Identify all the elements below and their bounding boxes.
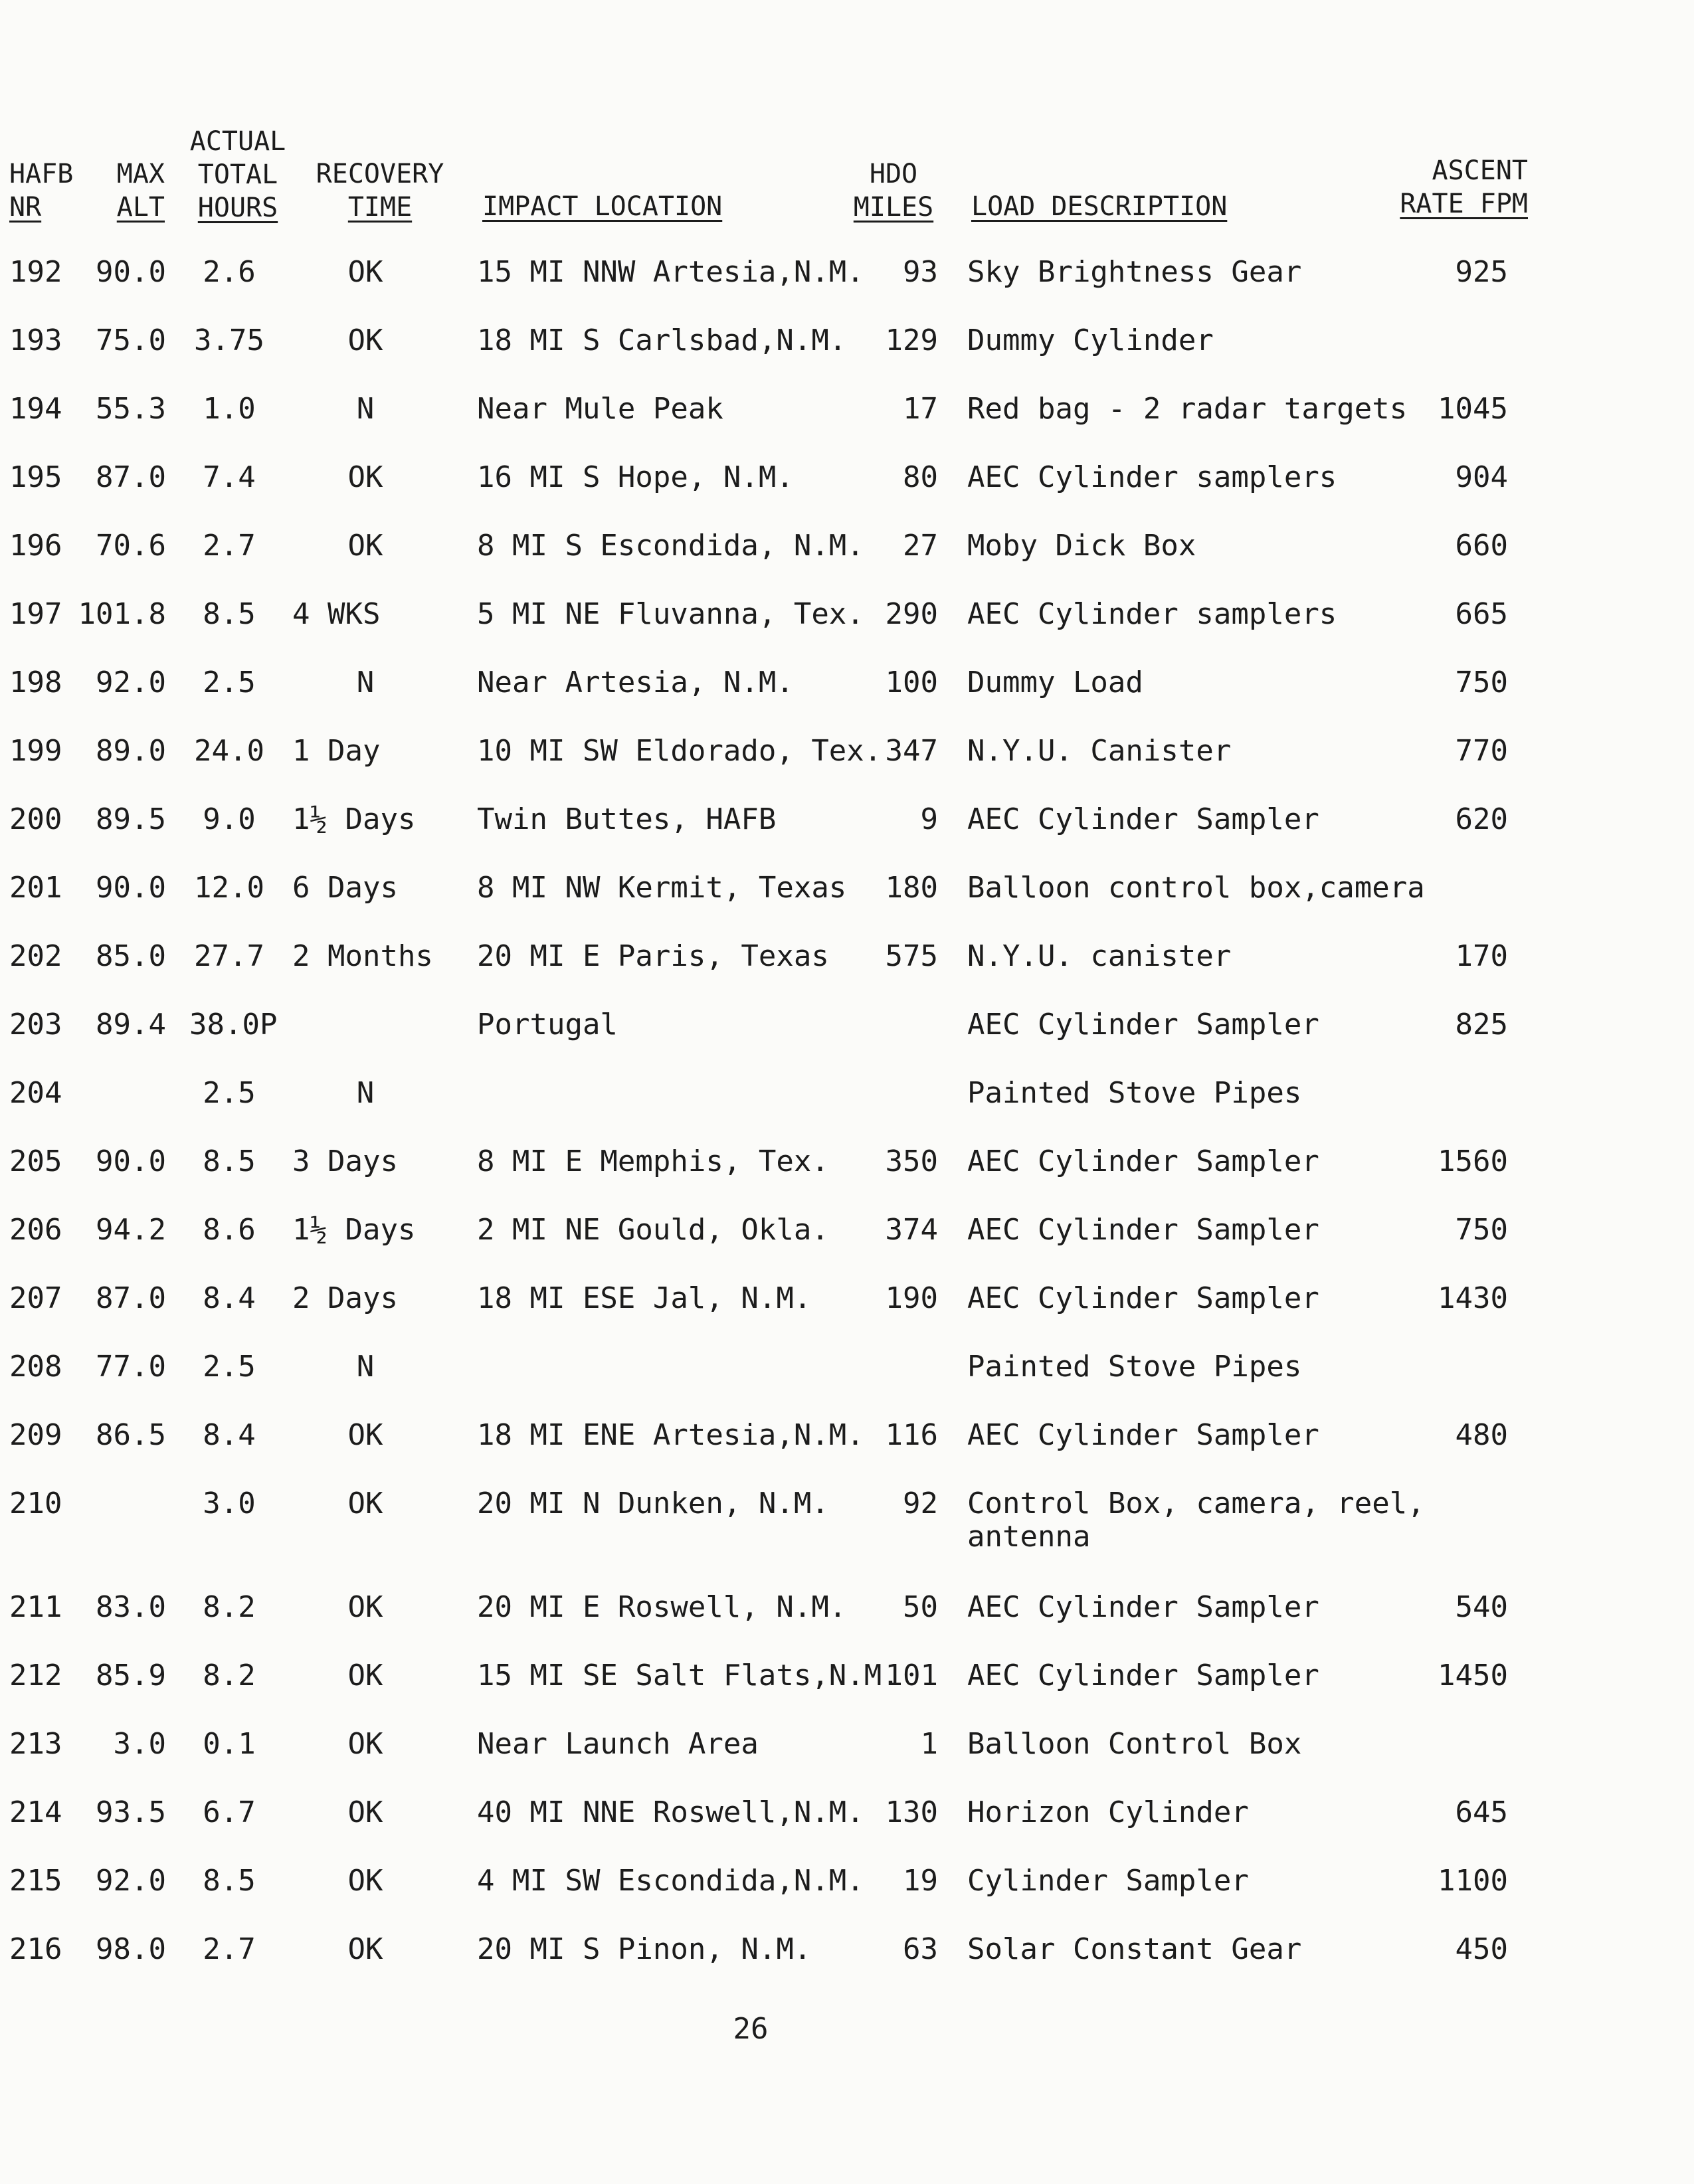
- miles-cell: 9: [920, 802, 938, 836]
- recovery-cell: 6 Days: [292, 871, 398, 905]
- header-max-alt: MAX ALT: [116, 159, 165, 223]
- location-cell: Twin Buttes, HAFB: [477, 802, 777, 836]
- recovery-cell: 3 Days: [292, 1144, 398, 1178]
- nr-cell: 205: [9, 1144, 62, 1178]
- rate-cell: 1430: [1438, 1281, 1508, 1315]
- rate-cell: 750: [1455, 1213, 1508, 1247]
- recovery-cell: OK: [347, 460, 383, 494]
- nr-cell: 211: [9, 1590, 62, 1624]
- load-cell: Solar Constant Gear: [967, 1932, 1302, 1966]
- rate-cell: 660: [1455, 529, 1508, 563]
- load-cell: AEC Cylinder Sampler: [967, 1281, 1319, 1315]
- alt-cell: 90.0: [96, 255, 166, 289]
- nr-cell: 199: [9, 734, 62, 768]
- hours-cell: 1.0: [203, 392, 256, 426]
- table-row: [0, 940, 1694, 1006]
- load-cell: Cylinder Sampler: [967, 1864, 1249, 1898]
- hours-cell: 38.0P: [189, 1008, 278, 1042]
- nr-cell: 209: [9, 1418, 62, 1452]
- alt-cell: 83.0: [96, 1590, 166, 1624]
- hours-cell: 2.5: [203, 1076, 256, 1110]
- load-cell: Control Box, camera, reel, antenna: [967, 1487, 1425, 1554]
- miles-cell: 19: [903, 1864, 938, 1898]
- nr-cell: 213: [9, 1727, 62, 1761]
- load-cell: Sky Brightness Gear: [967, 255, 1302, 289]
- hours-cell: 8.2: [203, 1659, 256, 1692]
- miles-cell: 350: [885, 1144, 938, 1178]
- hours-cell: 27.7: [194, 939, 264, 973]
- miles-cell: 180: [885, 871, 938, 905]
- rate-cell: 1450: [1438, 1659, 1508, 1692]
- rate-cell: 904: [1455, 460, 1508, 494]
- nr-cell: 202: [9, 939, 62, 973]
- location-cell: 18 MI ESE Jal, N.M.: [477, 1281, 812, 1315]
- rate-cell: 1045: [1438, 392, 1508, 426]
- hours-cell: 8.5: [203, 1864, 256, 1898]
- table-row: [0, 1419, 1694, 1485]
- recovery-cell: OK: [347, 1864, 383, 1898]
- rate-cell: 480: [1455, 1418, 1508, 1452]
- rate-cell: 620: [1455, 802, 1508, 836]
- miles-cell: 1: [920, 1727, 938, 1761]
- location-cell: Portugal: [477, 1008, 618, 1042]
- rate-cell: 665: [1455, 597, 1508, 631]
- table-row: [0, 393, 1694, 459]
- alt-cell: 70.6: [96, 529, 166, 563]
- load-cell: Painted Stove Pipes: [967, 1350, 1302, 1384]
- nr-cell: 193: [9, 323, 62, 357]
- location-cell: 10 MI SW Eldorado, Tex.: [477, 734, 882, 768]
- nr-cell: 204: [9, 1076, 62, 1110]
- recovery-cell: N: [356, 1076, 375, 1110]
- load-cell: AEC Cylinder samplers: [967, 460, 1337, 494]
- recovery-cell: OK: [347, 255, 383, 289]
- table-row: [0, 1591, 1694, 1657]
- load-cell: Dummy Load: [967, 666, 1143, 699]
- rate-cell: 450: [1455, 1932, 1508, 1966]
- alt-cell: 77.0: [96, 1350, 166, 1384]
- nr-cell: 212: [9, 1659, 62, 1692]
- miles-cell: 17: [903, 392, 938, 426]
- nr-cell: 195: [9, 460, 62, 494]
- table-row: [0, 1865, 1694, 1931]
- load-cell: AEC Cylinder samplers: [967, 597, 1337, 631]
- table-row: [0, 803, 1694, 869]
- table-row: [0, 666, 1694, 733]
- nr-cell: 216: [9, 1932, 62, 1966]
- rate-cell: 170: [1455, 939, 1508, 973]
- nr-cell: 215: [9, 1864, 62, 1898]
- recovery-cell: 1½ Days: [292, 1213, 416, 1247]
- alt-cell: 85.9: [96, 1659, 166, 1692]
- alt-cell: 101.8: [78, 597, 166, 631]
- table-row: [0, 1796, 1694, 1863]
- nr-cell: 207: [9, 1281, 62, 1315]
- rate-cell: 1560: [1438, 1144, 1508, 1178]
- recovery-cell: 1 Day: [292, 734, 381, 768]
- load-cell: Painted Stove Pipes: [967, 1076, 1302, 1110]
- miles-cell: 93: [903, 255, 938, 289]
- nr-cell: 203: [9, 1008, 62, 1042]
- miles-cell: 190: [885, 1281, 938, 1315]
- load-cell: Dummy Cylinder: [967, 323, 1214, 357]
- nr-cell: 192: [9, 255, 62, 289]
- location-cell: 8 MI S Escondida, N.M.: [477, 529, 864, 563]
- location-cell: Near Launch Area: [477, 1727, 759, 1761]
- table-row: [0, 1145, 1694, 1212]
- location-cell: 15 MI SE Salt Flats,N.M.: [477, 1659, 899, 1692]
- alt-cell: 90.0: [96, 871, 166, 905]
- load-cell: AEC Cylinder Sampler: [967, 1418, 1319, 1452]
- miles-cell: 575: [885, 939, 938, 973]
- recovery-cell: 1½ Days: [292, 802, 416, 836]
- hours-cell: 8.5: [203, 597, 256, 631]
- hours-cell: 8.2: [203, 1590, 256, 1624]
- rate-cell: 750: [1455, 666, 1508, 699]
- rate-cell: 540: [1455, 1590, 1508, 1624]
- recovery-cell: N: [356, 1350, 375, 1384]
- load-cell: AEC Cylinder Sampler: [967, 1659, 1319, 1692]
- location-cell: 18 MI ENE Artesia,N.M.: [477, 1418, 864, 1452]
- location-cell: 20 MI E Paris, Texas: [477, 939, 829, 973]
- table-row: [0, 461, 1694, 527]
- location-cell: 8 MI E Memphis, Tex.: [477, 1144, 829, 1178]
- location-cell: 20 MI N Dunken, N.M.: [477, 1487, 829, 1520]
- table-row: [0, 1077, 1694, 1143]
- location-cell: 5 MI NE Fluvanna, Tex.: [477, 597, 864, 631]
- header-impact-location: IMPACT LOCATION: [482, 191, 723, 222]
- hours-cell: 7.4: [203, 460, 256, 494]
- recovery-cell: OK: [347, 1590, 383, 1624]
- hours-cell: 2.6: [203, 255, 256, 289]
- table-row: [0, 1214, 1694, 1280]
- miles-cell: 101: [885, 1659, 938, 1692]
- hours-cell: 3.0: [203, 1487, 256, 1520]
- location-cell: 15 MI NNW Artesia,N.M.: [477, 255, 864, 289]
- alt-cell: 89.0: [96, 734, 166, 768]
- hours-cell: 12.0: [194, 871, 264, 905]
- location-cell: 8 MI NW Kermit, Texas: [477, 871, 847, 905]
- miles-cell: 130: [885, 1795, 938, 1829]
- hours-cell: 6.7: [203, 1795, 256, 1829]
- miles-cell: 374: [885, 1213, 938, 1247]
- load-cell: AEC Cylinder Sampler: [967, 1144, 1319, 1178]
- miles-cell: 63: [903, 1932, 938, 1966]
- hours-cell: 8.4: [203, 1418, 256, 1452]
- table-row: [0, 735, 1694, 801]
- hours-cell: 0.1: [203, 1727, 256, 1761]
- nr-cell: 210: [9, 1487, 62, 1520]
- load-cell: N.Y.U. canister: [967, 939, 1232, 973]
- load-cell: Balloon control box,camera: [967, 871, 1425, 905]
- table-row: [0, 1350, 1694, 1417]
- table-row: [0, 1487, 1694, 1554]
- load-cell: Balloon Control Box: [967, 1727, 1302, 1761]
- header-load-description: LOAD DESCRIPTION: [971, 191, 1228, 222]
- nr-cell: 196: [9, 529, 62, 563]
- miles-cell: 100: [885, 666, 938, 699]
- miles-cell: 27: [903, 529, 938, 563]
- recovery-cell: N: [356, 392, 375, 426]
- rate-cell: 770: [1455, 734, 1508, 768]
- miles-cell: 290: [885, 597, 938, 631]
- table-row: [0, 871, 1694, 938]
- nr-cell: 201: [9, 871, 62, 905]
- alt-cell: 89.4: [96, 1008, 166, 1042]
- header-hdo-miles: HDO MILES: [853, 159, 934, 223]
- table-row: [0, 598, 1694, 664]
- recovery-cell: OK: [347, 1418, 383, 1452]
- table-row: [0, 1659, 1694, 1726]
- alt-cell: 3.0: [113, 1727, 166, 1761]
- alt-cell: 93.5: [96, 1795, 166, 1829]
- miles-cell: 129: [885, 323, 938, 357]
- load-cell: AEC Cylinder Sampler: [967, 802, 1319, 836]
- rate-cell: 1100: [1438, 1864, 1508, 1898]
- alt-cell: 55.3: [96, 392, 166, 426]
- alt-cell: 89.5: [96, 802, 166, 836]
- miles-cell: 50: [903, 1590, 938, 1624]
- miles-cell: 347: [885, 734, 938, 768]
- alt-cell: 90.0: [96, 1144, 166, 1178]
- load-cell: AEC Cylinder Sampler: [967, 1008, 1319, 1042]
- header-ascent-rate: ASCENT RATE FPM: [1400, 155, 1528, 219]
- alt-cell: 94.2: [96, 1213, 166, 1247]
- load-cell: Red bag - 2 radar targets: [967, 392, 1408, 426]
- recovery-cell: OK: [347, 1727, 383, 1761]
- hours-cell: 24.0: [194, 734, 264, 768]
- location-cell: 2 MI NE Gould, Okla.: [477, 1213, 829, 1247]
- table-row: [0, 324, 1694, 391]
- table-row: [0, 1933, 1694, 1999]
- load-cell: Horizon Cylinder: [967, 1795, 1249, 1829]
- recovery-cell: OK: [347, 1487, 383, 1520]
- table-row: [0, 1282, 1694, 1348]
- hours-cell: 2.5: [203, 1350, 256, 1384]
- alt-cell: 87.0: [96, 1281, 166, 1315]
- nr-cell: 214: [9, 1795, 62, 1829]
- alt-cell: 85.0: [96, 939, 166, 973]
- nr-cell: 200: [9, 802, 62, 836]
- header-total-hours: ACTUAL TOTAL HOURS: [189, 126, 286, 223]
- hours-cell: 8.5: [203, 1144, 256, 1178]
- recovery-cell: OK: [347, 323, 383, 357]
- hours-cell: 2.7: [203, 529, 256, 563]
- rate-cell: 925: [1455, 255, 1508, 289]
- alt-cell: 98.0: [96, 1932, 166, 1966]
- nr-cell: 197: [9, 597, 62, 631]
- miles-cell: 80: [903, 460, 938, 494]
- hours-cell: 3.75: [194, 323, 264, 357]
- recovery-cell: 2 Months: [292, 939, 433, 973]
- miles-cell: 116: [885, 1418, 938, 1452]
- recovery-cell: N: [356, 666, 375, 699]
- hours-cell: 8.4: [203, 1281, 256, 1315]
- alt-cell: 75.0: [96, 323, 166, 357]
- header-nr: HAFB NR: [9, 159, 74, 223]
- rate-cell: 645: [1455, 1795, 1508, 1829]
- location-cell: 20 MI E Roswell, N.M.: [477, 1590, 847, 1624]
- recovery-cell: OK: [347, 529, 383, 563]
- location-cell: 40 MI NNE Roswell,N.M.: [477, 1795, 864, 1829]
- location-cell: 18 MI S Carlsbad,N.M.: [477, 323, 847, 357]
- rate-cell: 825: [1455, 1008, 1508, 1042]
- nr-cell: 194: [9, 392, 62, 426]
- alt-cell: 92.0: [96, 1864, 166, 1898]
- load-cell: AEC Cylinder Sampler: [967, 1590, 1319, 1624]
- recovery-cell: OK: [347, 1795, 383, 1829]
- page-number: 26: [733, 2012, 769, 2046]
- location-cell: Near Mule Peak: [477, 392, 723, 426]
- hours-cell: 8.6: [203, 1213, 256, 1247]
- nr-cell: 208: [9, 1350, 62, 1384]
- location-cell: 16 MI S Hope, N.M.: [477, 460, 794, 494]
- load-cell: Moby Dick Box: [967, 529, 1196, 563]
- table-row: [0, 1008, 1694, 1075]
- header-recovery-time: RECOVERY TIME: [316, 159, 444, 223]
- location-cell: 4 MI SW Escondida,N.M.: [477, 1864, 864, 1898]
- alt-cell: 92.0: [96, 666, 166, 699]
- recovery-cell: 4 WKS: [292, 597, 381, 631]
- hours-cell: 2.7: [203, 1932, 256, 1966]
- hours-cell: 9.0: [203, 802, 256, 836]
- miles-cell: 92: [903, 1487, 938, 1520]
- load-cell: AEC Cylinder Sampler: [967, 1213, 1319, 1247]
- alt-cell: 87.0: [96, 460, 166, 494]
- table-row: [0, 529, 1694, 596]
- nr-cell: 206: [9, 1213, 62, 1247]
- nr-cell: 198: [9, 666, 62, 699]
- load-cell: N.Y.U. Canister: [967, 734, 1232, 768]
- location-cell: Near Artesia, N.M.: [477, 666, 794, 699]
- alt-cell: 86.5: [96, 1418, 166, 1452]
- location-cell: 20 MI S Pinon, N.M.: [477, 1932, 812, 1966]
- recovery-cell: 2 Days: [292, 1281, 398, 1315]
- table-row: [0, 1728, 1694, 1794]
- hours-cell: 2.5: [203, 666, 256, 699]
- recovery-cell: OK: [347, 1659, 383, 1692]
- recovery-cell: OK: [347, 1932, 383, 1966]
- table-row: [0, 256, 1694, 322]
